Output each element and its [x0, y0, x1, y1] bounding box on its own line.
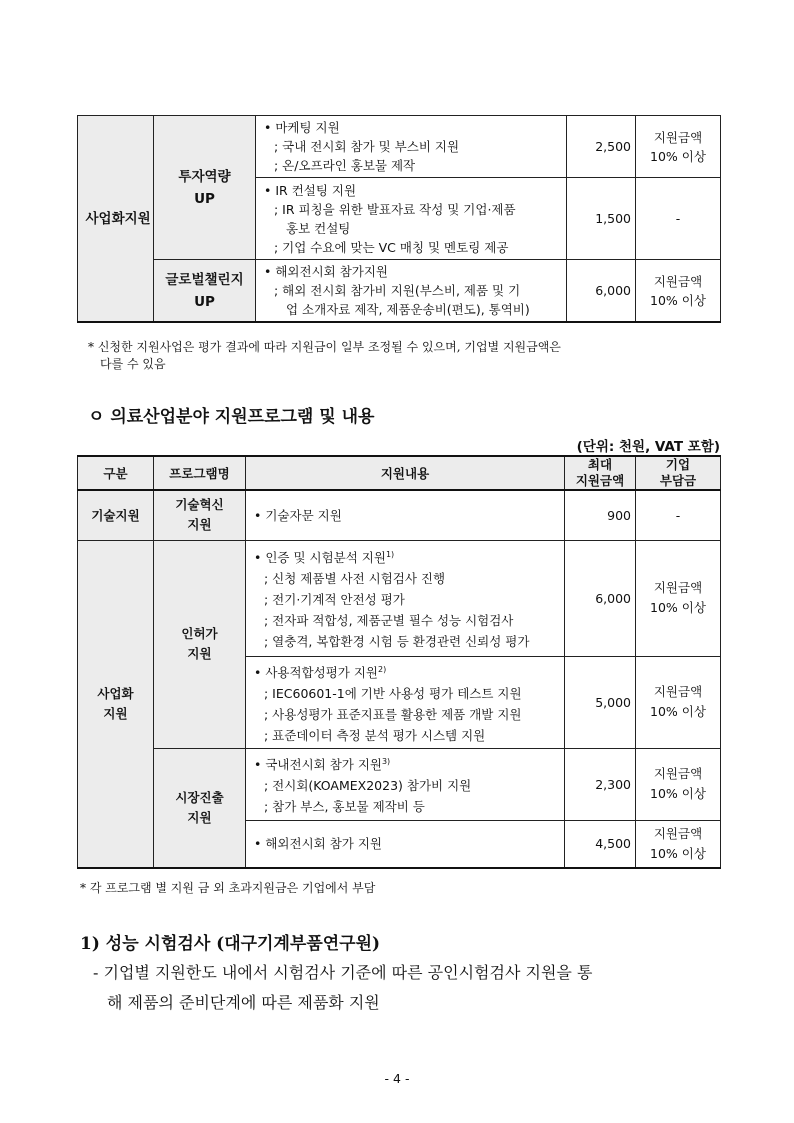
category-tech: 기술지원 [78, 490, 154, 540]
content-cell: • 기술자문 지원 [246, 490, 565, 540]
burden-line: 지원금액 [653, 766, 703, 782]
page-number: - 4 - [384, 1071, 410, 1086]
burden-line: 지원금액 [653, 580, 703, 595]
category-cell [78, 116, 154, 323]
content-title-text: • 사용적합성평가 지원 [254, 664, 378, 680]
amount-cell: 2,500 [567, 116, 636, 178]
header-line: 기업 [665, 457, 691, 472]
content-cell [256, 178, 567, 260]
program-cell-global [154, 260, 256, 323]
content-line: ; 전자파 적합성, 제품군별 필수 성능 시험검사 [264, 613, 514, 629]
program-label: 투자역량 UP [178, 168, 231, 207]
footnote-ref: 1) [385, 549, 395, 559]
amount-cell: 900 [565, 490, 636, 540]
content-cell [246, 540, 565, 656]
subheading: 1) 성능 시험검사 (대구기계부품연구원) [80, 934, 381, 954]
program-line: 인허가 [181, 626, 218, 642]
program-market [154, 748, 246, 868]
content-line: 홍보 컨설팅 [286, 220, 351, 236]
content-title: • 해외전시회 참가지원 [264, 264, 388, 279]
burden-cell [636, 260, 721, 323]
content-title [254, 659, 560, 683]
burden-line: 10% 이상 [650, 786, 706, 802]
header-program: 프로그램명 [154, 456, 246, 490]
unit-label: (단위: 천원, VAT 포함) [576, 439, 720, 455]
amount-cell: 5,000 [565, 656, 636, 748]
category-line: 지원 [103, 705, 128, 721]
burden-line: 지원금액 [653, 825, 703, 841]
amount-cell: 2,300 [565, 748, 636, 820]
header-line: 최대 [587, 457, 613, 472]
content-title-text: • 국내전시회 참가 지원 [254, 757, 382, 773]
content-line: 업 소개자료 제작, 제품운송비(편도), 통역비) [286, 302, 530, 317]
burden-line: 10% 이상 [650, 845, 706, 861]
content-cell [256, 116, 567, 178]
paragraph [93, 958, 592, 1018]
content-title [254, 751, 560, 775]
header-content: 지원내용 [246, 456, 565, 490]
content-title [254, 544, 560, 568]
content-line: ; 기업 수요에 맞는 VC 매칭 및 멘토링 제공 [274, 239, 509, 255]
amount-cell: 6,000 [567, 260, 636, 323]
program-line: 지원 [187, 646, 212, 662]
category-label: 사업화지원 [85, 210, 151, 227]
content-line: ; 온/오프라인 홍보물 제작 [274, 158, 416, 173]
content-line: ; 신청 제품별 사전 시험검사 진행 [264, 571, 446, 587]
content-cell [246, 748, 565, 820]
header-line: 부담금 [659, 473, 697, 488]
content-title: • 마케팅 지원 [264, 120, 340, 135]
program-line: 지원 [187, 517, 212, 533]
category-line: 사업화 [97, 685, 134, 701]
footnote-line: 다를 수 있음 [100, 357, 166, 371]
category-biz [78, 540, 154, 868]
content-line: ; 참가 부스, 홍보물 제작비 등 [264, 799, 425, 815]
burden-cell [636, 820, 721, 868]
program-tech [154, 490, 246, 540]
content-line: ; 열충격, 복합환경 시험 등 환경관련 신뢰성 평가 [264, 634, 530, 650]
burden-line: 10% 이상 [650, 600, 706, 615]
content-line: ; 국내 전시회 참가 및 부스비 지원 [274, 139, 460, 154]
burden-cell [636, 540, 721, 656]
content-line: ; 해외 전시회 참가비 지원(부스비, 제품 및 기 [274, 283, 521, 298]
program-permit [154, 540, 246, 748]
burden-label: 지원금액 10% 이상 [650, 273, 706, 308]
burden-line: 10% 이상 [650, 704, 706, 720]
paragraph-line: - 기업별 지원한도 내에서 시험검사 기준에 따른 공인시험검사 지원을 통 [93, 963, 593, 982]
program-table-1 [77, 115, 721, 323]
amount-cell: 4,500 [565, 820, 636, 868]
footnote-ref: 2) [378, 664, 387, 674]
burden-cell [636, 748, 721, 820]
content-cell: • 해외전시회 참가 지원 [246, 820, 565, 868]
header-burden [636, 456, 721, 490]
burden-cell: - [636, 490, 721, 540]
header-category: 구분 [78, 456, 154, 490]
footnote-ref: 3) [381, 757, 391, 767]
content-cell [256, 260, 567, 323]
footnote-line: * 신청한 지원사업은 평가 결과에 따라 지원금이 일부 조정될 수 있으며, 기업별 지원금액은 [88, 340, 561, 354]
header-line: 지원금액 [575, 473, 625, 488]
content-line: ; IEC60601-1에 기반 사용성 평가 테스트 지원 [264, 685, 522, 701]
amount-cell: 1,500 [567, 178, 636, 260]
content-line: ; 전시회(KOAMEX2023) 참가비 지원 [264, 778, 472, 794]
program-table-2 [77, 455, 721, 869]
burden-label: 지원금액 10% 이상 [650, 129, 706, 164]
content-line: ; IR 피칭을 위한 발표자료 작성 및 기업·제품 [274, 201, 516, 217]
footnote-1 [88, 339, 561, 373]
content-line: ; 전기·기계적 안전성 평가 [264, 592, 405, 608]
burden-line: 지원금액 [653, 684, 703, 700]
content-line: ; 표준데이터 측정 분석 평가 시스템 지원 [264, 727, 486, 743]
program-cell-invest [154, 116, 256, 260]
program-line: 기술혁신 [175, 497, 224, 513]
program-line: 지원 [187, 809, 212, 825]
content-title-text: • 인증 및 시험분석 지원 [254, 550, 386, 566]
footnote-2: * 각 프로그램 별 지원 금 외 초과지원금은 기업에서 부담 [80, 881, 376, 895]
paragraph-line: 해 제품의 준비단계에 따른 제품화 지원 [107, 993, 380, 1012]
amount-cell: 6,000 [565, 540, 636, 656]
content-cell [246, 656, 565, 748]
header-max-amount [565, 456, 636, 490]
program-label: 글로벌챌린지 UP [165, 271, 244, 310]
burden-cell [636, 116, 721, 178]
content-line: ; 사용성평가 표준지표를 활용한 제품 개발 지원 [264, 706, 522, 722]
program-line: 시장진출 [175, 789, 224, 805]
section-heading: ㅇ 의료산업분야 지원프로그램 및 내용 [88, 407, 375, 427]
burden-cell [636, 656, 721, 748]
burden-cell: - [636, 178, 721, 260]
content-title: • IR 컨설팅 지원 [264, 182, 357, 198]
